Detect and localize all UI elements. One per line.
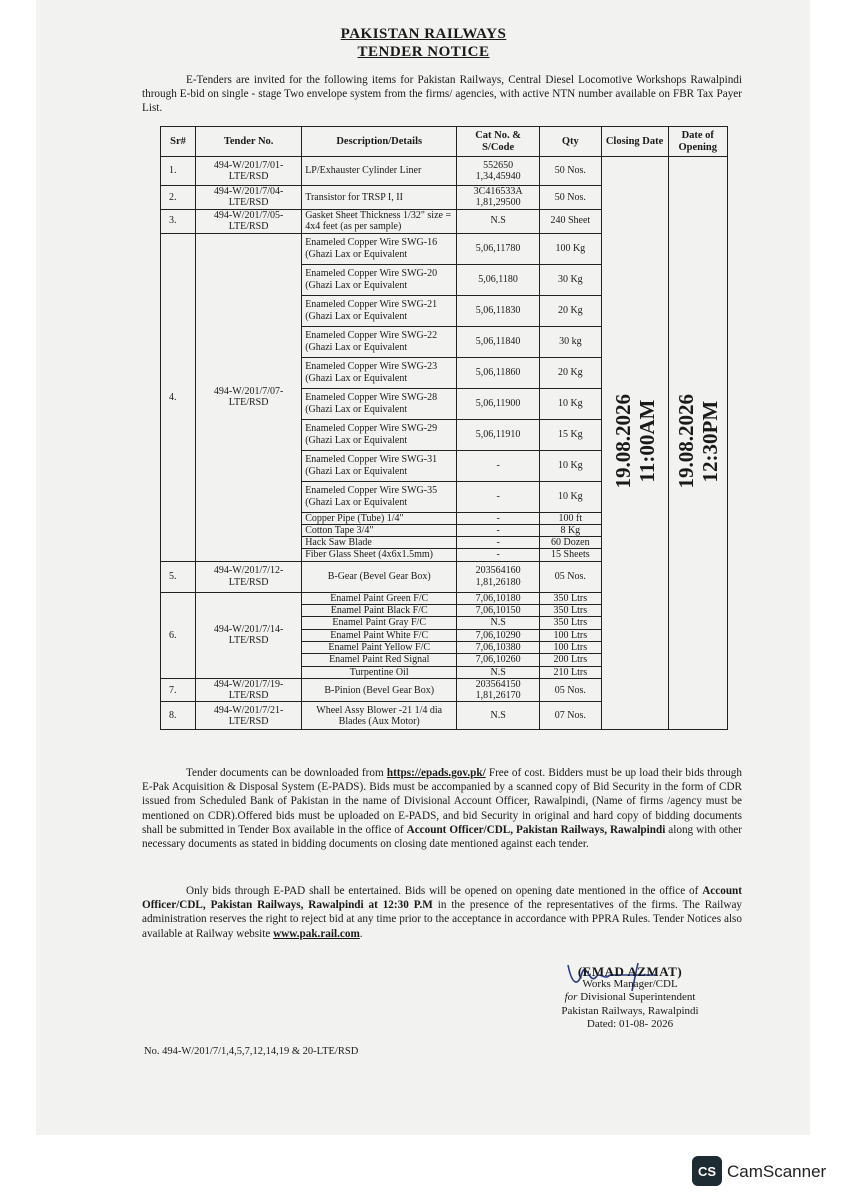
- tender-no-cell: 494-W/201/7/19-LTE/RSD: [196, 678, 302, 702]
- cat-no-cell: 203564150 1,81,26170: [457, 678, 540, 702]
- description-cell: Enameled Copper Wire SWG-20 (Ghazi Lax or Equivalent: [302, 264, 457, 295]
- cat-no-cell: 5,06,11910: [457, 419, 540, 450]
- qty-cell: 210 Ltrs: [540, 666, 602, 678]
- col-cat-no: Cat No. & S/Code: [457, 127, 540, 157]
- table-body: [161, 157, 728, 730]
- cat-no-cell: N.S: [457, 209, 540, 233]
- description-cell: Fiber Glass Sheet (4x6x1.5mm): [302, 549, 457, 561]
- qty-cell: 30 kg: [540, 326, 602, 357]
- col-qty: Qty: [540, 127, 602, 157]
- cat-no-cell: 7,06,10150: [457, 605, 540, 617]
- signatory-on-behalf: [530, 991, 730, 1004]
- sr-cell: 2.: [161, 186, 196, 210]
- signatory-org: Pakistan Railways, Rawalpindi: [561, 1004, 699, 1017]
- qty-cell: 15 Kg: [540, 419, 602, 450]
- qty-cell: 05 Nos.: [540, 678, 602, 702]
- cat-no-cell: N.S: [457, 702, 540, 730]
- tender-no-cell: 494-W/201/7/04-LTE/RSD: [196, 186, 302, 210]
- para2-text-b: Free of cost. Bidders must be up load their bids through E-Pak Acquisition & Disposal System (E-PADS). Bids must be accompanied by a scanned copy of Bid Security in the form of CDR issued from Scheduled Bank of Pakistan in the name of Divisional Account Officer, Rawalpindi, (Name of firms /agency must be mentioned on CDR).Offered bids must be uploaded on E-PADS, and bid Security in original and hard copy of bidding documents shall be submitted in Tender Box available in the office of: [142, 767, 742, 836]
- epads-link[interactable]: https://epads.gov.pk/: [386, 767, 486, 779]
- cat-no-cell: 552650 1,34,45940: [457, 157, 540, 186]
- signatory-name: (EMAD AZMAT): [577, 964, 683, 979]
- description-cell: Transistor for TRSP I, II: [302, 186, 457, 210]
- cat-no-cell: N.S: [457, 617, 540, 629]
- cat-no-cell: 5,06,11780: [457, 233, 540, 264]
- col-sr: Sr#: [161, 127, 196, 157]
- intro-paragraph: [142, 73, 742, 116]
- para3-text-c: .: [359, 927, 363, 940]
- description-cell: Enameled Copper Wire SWG-23 (Ghazi Lax or Equivalent: [302, 357, 457, 388]
- signatory-date: Dated: 01-08- 2026: [586, 1017, 674, 1030]
- tender-no-cell: 494-W/201/7/05-LTE/RSD: [196, 209, 302, 233]
- qty-cell: 60 Dozen: [540, 537, 602, 549]
- cat-no-cell: 7,06,10380: [457, 641, 540, 653]
- qty-cell: 8 Kg: [540, 524, 602, 536]
- cat-no-cell: N.S: [457, 666, 540, 678]
- documents-paragraph: [142, 766, 742, 851]
- cat-no-cell: 7,06,10290: [457, 629, 540, 641]
- para2-text-c: along with other necessary documents as stated in bidding documents on closing date mentioned against each tender.: [142, 823, 742, 851]
- notice-title: TENDER NOTICE: [357, 44, 490, 60]
- qty-cell: 350 Ltrs: [540, 605, 602, 617]
- qty-cell: 10 Kg: [540, 450, 602, 481]
- description-cell: Gasket Sheet Thickness 1/32" size = 4x4 feet (as per sample): [302, 209, 457, 233]
- description-cell: Enameled Copper Wire SWG-35 (Ghazi Lax or Equivalent: [302, 481, 457, 512]
- logo-letters: CS: [697, 1164, 717, 1179]
- qty-cell: 10 Kg: [540, 481, 602, 512]
- closing-date-text: 19.08.2026 11:00AM: [610, 394, 659, 489]
- qty-cell: 100 ft: [540, 512, 602, 524]
- cat-no-cell: 5,06,11860: [457, 357, 540, 388]
- cat-no-cell: -: [457, 512, 540, 524]
- tender-no-cell: 494-W/201/7/12-LTE/RSD: [196, 561, 302, 592]
- description-cell: Enamel Paint Black F/C: [302, 605, 457, 617]
- sr-cell: 6.: [161, 592, 196, 678]
- description-cell: Enamel Paint White F/C: [302, 629, 457, 641]
- camscanner-logo-icon: [692, 1156, 722, 1186]
- qty-cell: 20 Kg: [540, 357, 602, 388]
- tender-no-cell: 494-W/201/7/07-LTE/RSD: [196, 233, 302, 561]
- para3-office: Account Officer/CDL, Pakistan Railways, Rawalpindi at 12:30 P.M: [142, 885, 742, 912]
- qty-cell: 350 Ltrs: [540, 592, 602, 604]
- description-cell: Enameled Copper Wire SWG-29 (Ghazi Lax or Equivalent: [302, 419, 457, 450]
- signatory-title: Works Manager/CDL: [582, 978, 678, 991]
- reference-number: No. 494-W/201/7/1,4,5,7,12,14,19 & 20-LTE/RSD: [144, 1046, 359, 1057]
- qty-cell: 100 Ltrs: [540, 641, 602, 653]
- cat-no-cell: -: [457, 549, 540, 561]
- intro-text: E-Tenders are invited for the following items for Pakistan Railways, Central Diesel Locomotive Workshops Rawalpindi through E-bid on single - stage Two envelope system from the firms/ agencies, with active NTN number available on FBR Tax Payer List.: [142, 74, 742, 115]
- description-cell: B-Gear (Bevel Gear Box): [302, 561, 457, 592]
- cat-no-cell: -: [457, 524, 540, 536]
- description-cell: Enamel Paint Green F/C: [302, 592, 457, 604]
- sr-cell: 7.: [161, 678, 196, 702]
- qty-cell: 100 Ltrs: [540, 629, 602, 641]
- description-cell: Enameled Copper Wire SWG-31 (Ghazi Lax or Equivalent: [302, 450, 457, 481]
- qty-cell: 05 Nos.: [540, 561, 602, 592]
- cat-no-cell: 3C416533A 1,81,29500: [457, 186, 540, 210]
- signature-block: [530, 965, 730, 1031]
- qty-cell: 50 Nos.: [540, 157, 602, 186]
- qty-cell: 10 Kg: [540, 388, 602, 419]
- qty-cell: 350 Ltrs: [540, 617, 602, 629]
- description-cell: Enamel Paint Yellow F/C: [302, 641, 457, 653]
- para3-text-b: in the presence of the representatives of the firms. The Railway administration reserves the right to reject bid at any time prior to the acceptance in accordance with PPRA Rules. Tender Notices also available at Railway website: [142, 899, 743, 940]
- closing-date-cell: [601, 157, 668, 730]
- cat-no-cell: 5,06,11900: [457, 388, 540, 419]
- description-cell: Wheel Assy Blower -21 1/4 dia Blades (Aux Motor): [302, 702, 457, 730]
- opening-date-cell: [668, 157, 728, 730]
- description-cell: Enameled Copper Wire SWG-22 (Ghazi Lax or Equivalent: [302, 326, 457, 357]
- tender-no-cell: 494-W/201/7/14-LTE/RSD: [196, 592, 302, 678]
- qty-cell: 30 Kg: [540, 264, 602, 295]
- description-cell: Turpentine Oil: [302, 666, 457, 678]
- cat-no-cell: 5,06,11830: [457, 295, 540, 326]
- description-cell: Enameled Copper Wire SWG-28 (Ghazi Lax or Equivalent: [302, 388, 457, 419]
- qty-cell: 15 Sheets: [540, 549, 602, 561]
- sr-cell: 3.: [161, 209, 196, 233]
- cat-no-cell: 5,06,11840: [457, 326, 540, 357]
- camscanner-watermark: CamScanner: [727, 1162, 827, 1181]
- col-description: Description/Details: [302, 127, 457, 157]
- description-cell: Cotton Tape 3/4": [302, 524, 457, 536]
- qty-cell: 07 Nos.: [540, 702, 602, 730]
- org-title: PAKISTAN RAILWAYS: [340, 26, 507, 42]
- description-cell: Enamel Paint Gray F/C: [302, 617, 457, 629]
- tender-no-cell: 494-W/201/7/01-LTE/RSD: [196, 157, 302, 186]
- cat-no-cell: 203564160 1,81,26180: [457, 561, 540, 592]
- qty-cell: 20 Kg: [540, 295, 602, 326]
- qty-cell: 240 Sheet: [540, 209, 602, 233]
- cat-no-cell: -: [457, 450, 540, 481]
- sr-cell: 8.: [161, 702, 196, 730]
- qty-cell: 100 Kg: [540, 233, 602, 264]
- railway-website-link[interactable]: www.pak.rail.com: [273, 927, 360, 940]
- description-cell: Enameled Copper Wire SWG-16 (Ghazi Lax or Equivalent: [302, 233, 457, 264]
- cat-no-cell: 5,06,1180: [457, 264, 540, 295]
- tender-table: [160, 126, 728, 730]
- sr-cell: 5.: [161, 561, 196, 592]
- table-row: [161, 157, 728, 186]
- qty-cell: 50 Nos.: [540, 186, 602, 210]
- description-cell: Enameled Copper Wire SWG-21 (Ghazi Lax or Equivalent: [302, 295, 457, 326]
- qty-cell: 200 Ltrs: [540, 654, 602, 666]
- sr-cell: 4.: [161, 233, 196, 561]
- for-label: for: [564, 991, 578, 1004]
- cat-no-cell: -: [457, 481, 540, 512]
- description-cell: Hack Saw Blade: [302, 537, 457, 549]
- col-closing-date: Closing Date: [601, 127, 668, 157]
- description-cell: LP/Exhauster Cylinder Liner: [302, 157, 457, 186]
- cat-no-cell: 7,06,10180: [457, 592, 540, 604]
- para2-text-a: Tender documents can be downloaded from: [186, 767, 387, 779]
- opening-paragraph: [142, 884, 742, 941]
- col-tender-no: Tender No.: [196, 127, 302, 157]
- col-opening-date: Date of Opening: [668, 127, 728, 157]
- description-cell: Copper Pipe (Tube) 1/4": [302, 512, 457, 524]
- para2-office: Account Officer/CDL, Pakistan Railways, Rawalpindi: [406, 823, 666, 836]
- description-cell: Enamel Paint Red Signal: [302, 654, 457, 666]
- table-header-row: [161, 127, 728, 157]
- para3-text-a: Only bids through E-PAD shall be entertained. Bids will be opened on opening date mentioned in the office of: [186, 885, 703, 897]
- cat-no-cell: 7,06,10260: [457, 654, 540, 666]
- tender-no-cell: 494-W/201/7/21-LTE/RSD: [196, 702, 302, 730]
- description-cell: B-Pinion (Bevel Gear Box): [302, 678, 457, 702]
- sr-cell: 1.: [161, 157, 196, 186]
- division-label: Divisional Superintendent: [577, 991, 696, 1004]
- opening-date-text: 19.08.2026 12:30PM: [673, 394, 722, 489]
- cat-no-cell: -: [457, 537, 540, 549]
